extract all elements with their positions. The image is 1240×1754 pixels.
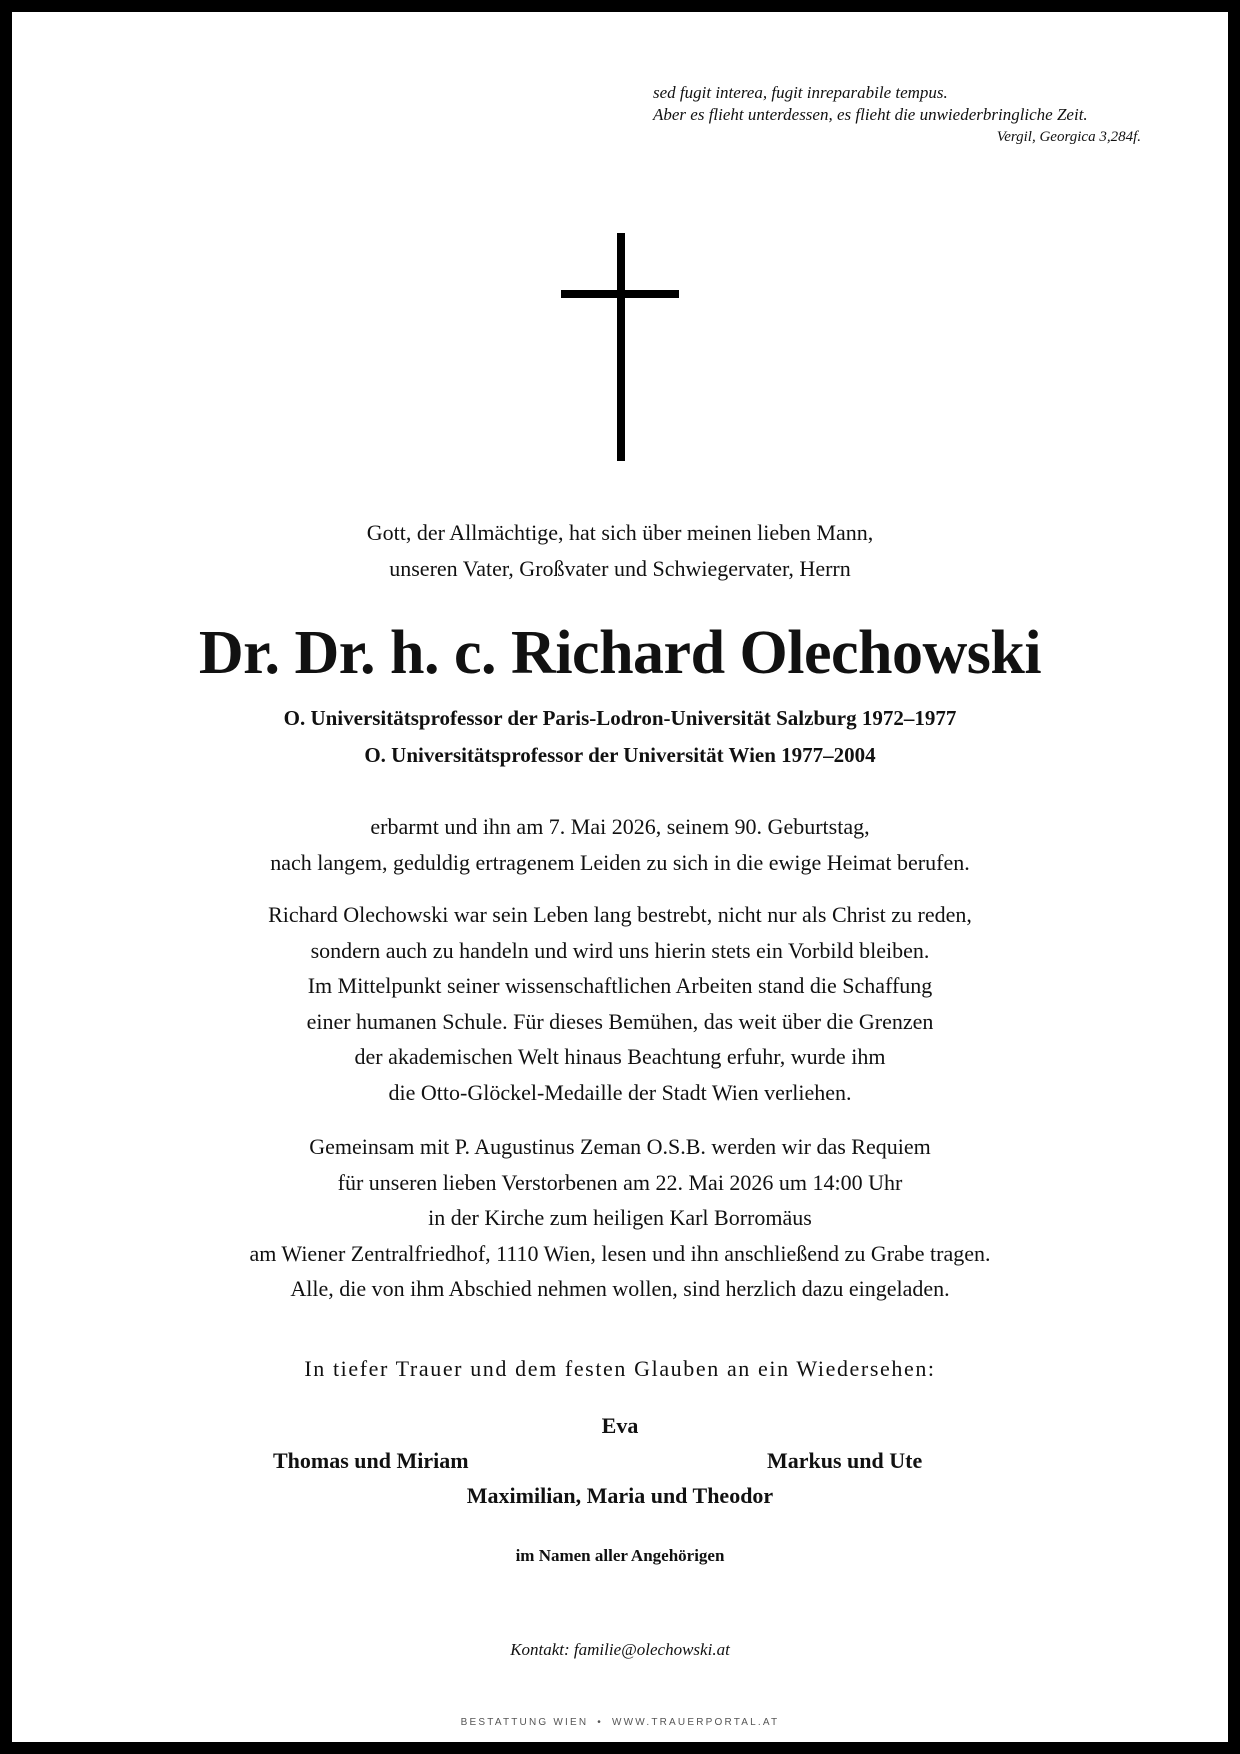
cross-icon: [561, 233, 681, 463]
text-line: Gemeinsam mit P. Augustinus Zeman O.S.B. werden wir das Requiem: [309, 1134, 931, 1159]
epigraph-latin: sed fugit interea, fugit inreparabile tempus.: [653, 83, 948, 102]
title-line: O. Universitätsprofessor der Paris-Lodron-Universität Salzburg 1972–1977: [283, 706, 957, 730]
paragraph-requiem: [12, 1129, 1228, 1307]
text-line: in der Kirche zum heiligen Karl Borromäus: [428, 1205, 812, 1230]
title-line: O. Universitätsprofessor der Universität Wien 1977–2004: [364, 743, 876, 767]
text-line: Im Mittelpunkt seiner wissenschaftlichen Arbeiten stand die Schaffung: [307, 973, 933, 998]
deceased-name: Dr. Dr. h. c. Richard Olechowski: [198, 619, 1042, 687]
paragraph-biography: [12, 897, 1228, 1110]
paragraph-death: [12, 809, 1228, 880]
footer-left: BESTATTUNG WIEN: [460, 1717, 589, 1728]
text-line: am Wiener Zentralfriedhof, 1110 Wien, lesen und ihn anschließend zu Grabe tragen.: [249, 1240, 991, 1266]
text-line: einer humanen Schule. Für dieses Bemühen, das weit über die Grenzen: [306, 1008, 934, 1034]
family-grandchildren: Maximilian, Maria und Theodor: [466, 1483, 774, 1508]
mourning-line: In tiefer Trauer und dem festen Glauben an ein Wiedersehen:: [304, 1356, 936, 1381]
family-spouse: Eva: [601, 1413, 639, 1438]
text-line: Richard Olechowski war sein Leben lang bestrebt, nicht nur als Christ zu reden,: [268, 902, 972, 927]
contact-line: Kontakt: familie@olechowski.at: [510, 1640, 730, 1659]
footer-separator: •: [597, 1717, 603, 1728]
text-line: Alle, die von ihm Abschied nehmen wollen, sind herzlich dazu eingeladen.: [290, 1276, 950, 1301]
on-behalf-line: im Namen aller Angehörigen: [515, 1546, 725, 1565]
text-line: erbarmt und ihn am 7. Mai 2026, seinem 90. Geburtstag,: [370, 814, 870, 839]
text-line: für unseren lieben Verstorbenen am 22. Mai 2026 um 14:00 Uhr: [337, 1169, 903, 1195]
epigraph-german: Aber es flieht unterdessen, es flieht die unwiederbringliche Zeit.: [653, 105, 1088, 124]
family-right: Markus und Ute: [767, 1448, 923, 1473]
intro-text: [12, 515, 1228, 586]
obituary-sheet: [12, 12, 1228, 1742]
text-line: die Otto-Glöckel-Medaille der Stadt Wien verliehen.: [388, 1079, 852, 1105]
text-line: sondern auch zu handeln und wird uns hierin stets ein Vorbild bleiben.: [310, 937, 930, 963]
academic-titles: [12, 700, 1228, 774]
footer-right: WWW.TRAUERPORTAL.AT: [611, 1717, 780, 1728]
intro-line: Gott, der Allmächtige, hat sich über meinen lieben Mann,: [366, 520, 874, 545]
epigraph: [653, 82, 1141, 148]
epigraph-source: Vergil, Georgica 3,284f.: [996, 129, 1141, 145]
footer: [12, 1715, 1228, 1731]
intro-line: unseren Vater, Großvater und Schwiegervater, Herrn: [389, 555, 851, 581]
text-line: der akademischen Welt hinaus Beachtung erfuhr, wurde ihm: [354, 1044, 886, 1069]
text-line: nach langem, geduldig ertragenem Leiden zu sich in die ewige Heimat berufen.: [270, 849, 970, 875]
family-left: Thomas und Miriam: [273, 1448, 469, 1473]
